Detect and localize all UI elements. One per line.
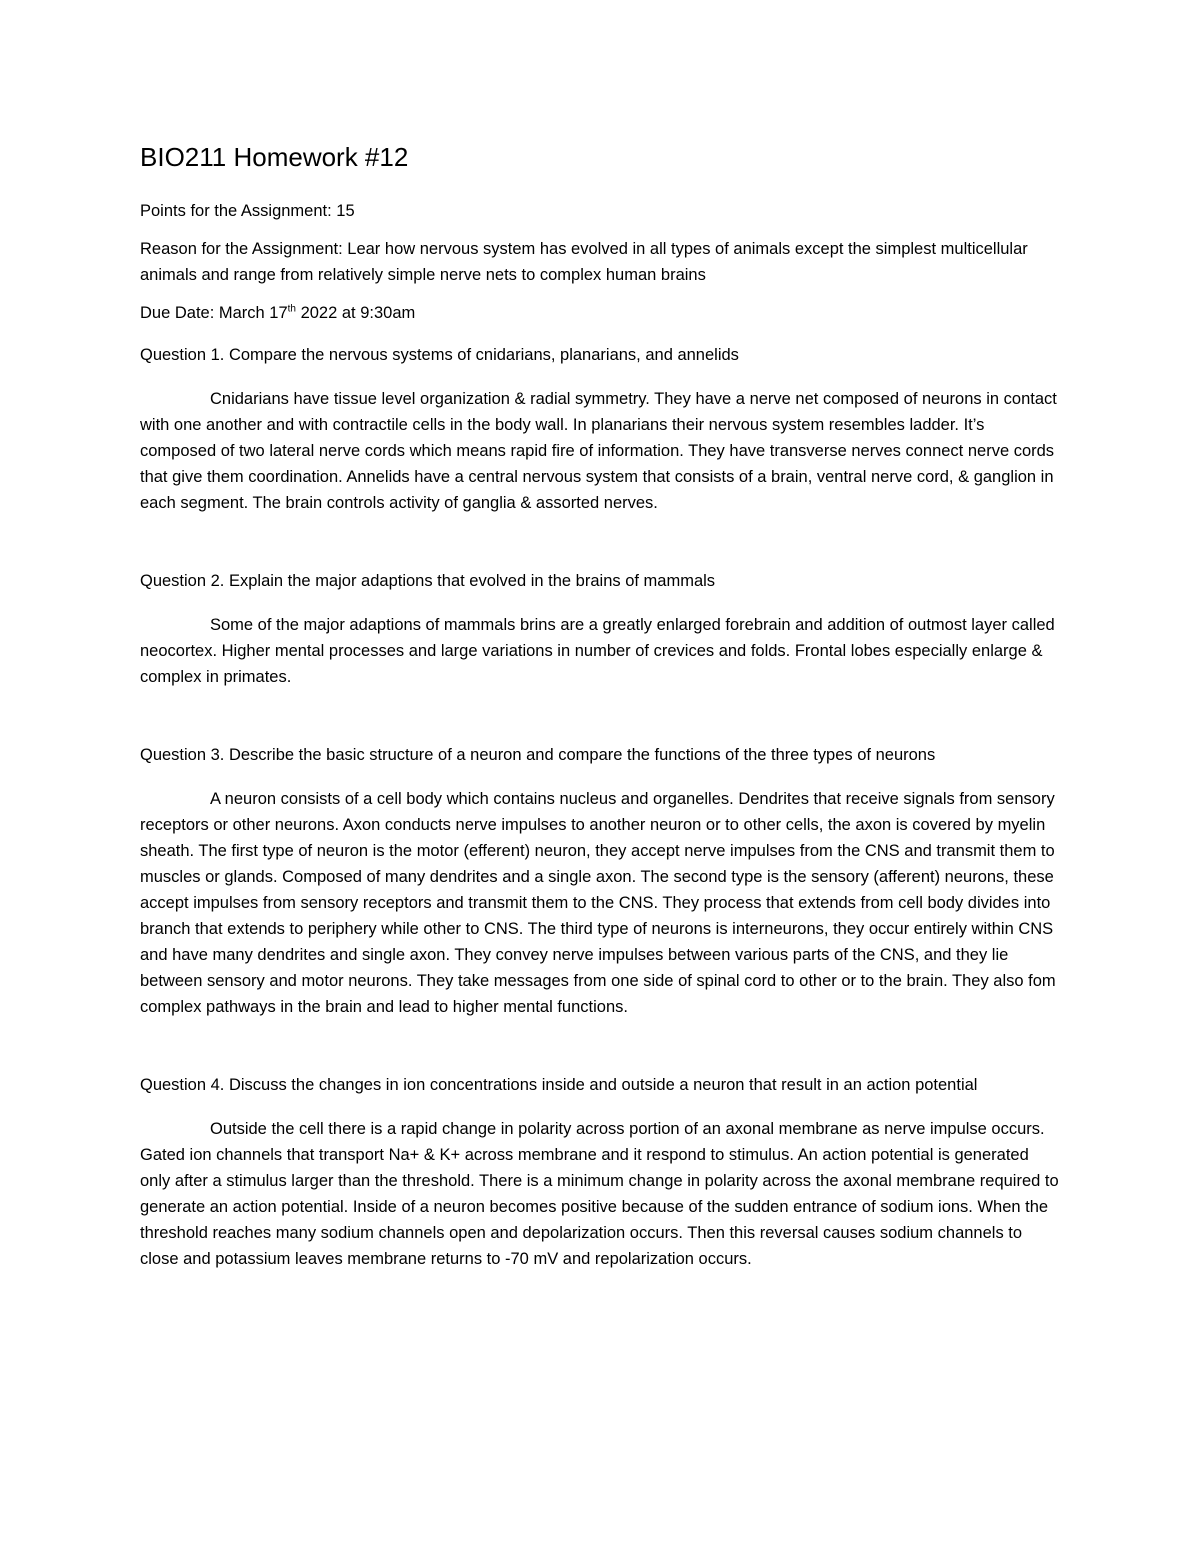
question-block-2 [140, 568, 1060, 690]
question-answer: A neuron consists of a cell body which contains nucleus and organelles. Dendrites that receive signals from sensory receptors or other neurons. Axon conducts nerve impulses to another neuron or to other cells, the axon is covered by myelin sheath. The first type of neuron is the motor (efferent) neuron, they accept nerve impulses from the CNS and transmit them to muscles or glands. Composed of many dendrites and a single axon. The second type is the sensory (afferent) neurons, these accept impulses from sensory receptors and transmit them to the CNS. They process that extends from cell body divides into branch that extends to periphery while other to CNS. The third type of neurons is interneurons, they occur entirely within CNS and have many dendrites and single axon. They convey nerve impulses between various parts of the CNS, and they lie between sensory and motor neurons. They take messages from one side of spinal cord to other or to the brain. They also fom complex pathways in the brain and lead to higher mental functions. [140, 790, 1056, 1016]
document-page [140, 140, 1060, 1324]
question-prompt: Question 1. Compare the nervous systems of cnidarians, planarians, and annelids [140, 346, 739, 364]
question-block-3 [140, 742, 1060, 1020]
question-prompt: Question 2. Explain the major adaptions that evolved in the brains of mammals [140, 572, 716, 590]
question-block-4 [140, 1072, 1060, 1272]
points-line: Points for the Assignment: 15 [140, 202, 355, 220]
question-answer: Cnidarians have tissue level organization & radial symmetry. They have a nerve net composed of neurons in contact with one another and with contractile cells in the body wall. In planarians their nervous system resembles ladder. It’s composed of two lateral nerve cords which means rapid fire of information. They have transverse nerves connect nerve cords that give them coordination. Annelids have a central nervous system that consists of a brain, ventral nerve cord, & ganglion in each segment. The brain controls activity of ganglia & assorted nerves. [140, 390, 1057, 512]
question-answer: Some of the major adaptions of mammals brins are a greatly enlarged forebrain and addition of outmost layer called neocortex. Higher mental processes and large variations in number of crevices and folds. Frontal lobes especially enlarge & complex in primates. [140, 616, 1055, 686]
due-date-suffix: 2022 at 9:30am [296, 304, 416, 322]
question-prompt: Question 3. Describe the basic structure of a neuron and compare the functions of the three types of neurons [140, 746, 936, 764]
reason-line: Reason for the Assignment: Lear how nervous system has evolved in all types of animals except the simplest multicellular animals and range from relatively simple nerve nets to complex human brains [140, 240, 1028, 284]
due-date-ordinal: th [287, 303, 296, 315]
question-answer: Outside the cell there is a rapid change in polarity across portion of an axonal membrane as nerve impulse occurs. Gated ion channels that transport Na+ & K+ across membrane and it respond to stimulus. An action potential is generated only after a stimulus larger than the threshold. There is a minimum change in polarity across the axonal membrane required to generate an action potential. Inside of a neuron becomes positive because of the sudden entrance of sodium ions. When the threshold reaches many sodium channels open and depolarization occurs. Then this reversal causes sodium channels to close and potassium leaves membrane returns to -70 mV and repolarization occurs. [140, 1120, 1059, 1268]
due-date-line [140, 300, 1060, 326]
question-block-1 [140, 342, 1060, 516]
question-prompt: Question 4. Discuss the changes in ion concentrations inside and outside a neuron that result in an action potential [140, 1076, 978, 1094]
due-date-prefix: Due Date: March 17 [140, 304, 288, 322]
document-title: BIO211 Homework #12 [140, 142, 409, 172]
